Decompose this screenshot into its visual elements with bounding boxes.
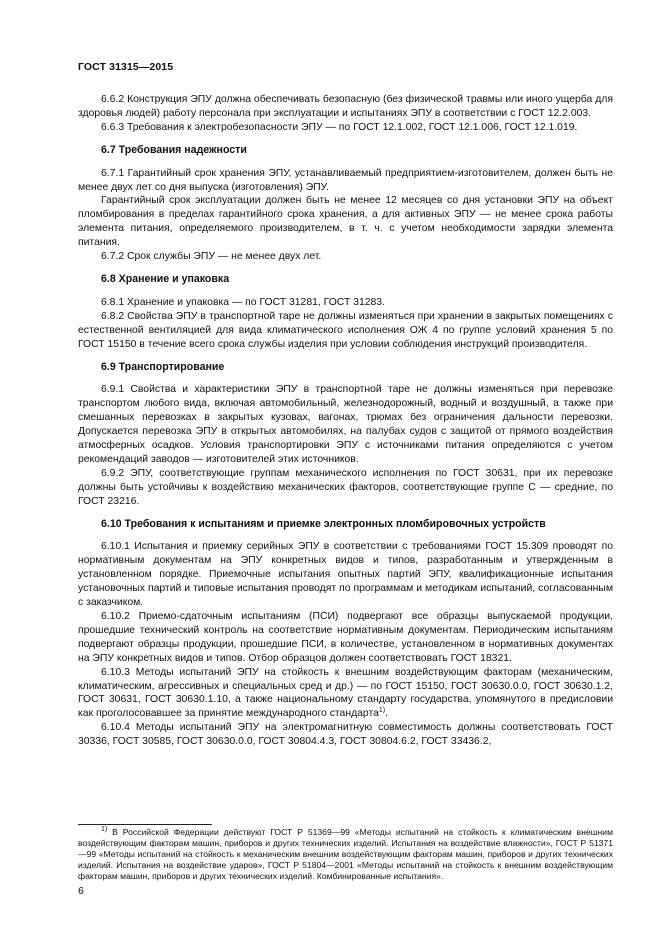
paragraph-6-8-1: 6.8.1 Хранение и упаковка — по ГОСТ 31281, ГОСТ 31283. [101,296,385,308]
footnote-reference: 1) [378,707,386,715]
paragraph-6-7-1: 6.7.1 Гарантийный срок хранения ЭПУ, устанавливаемый предприятием-изготовителем, должен быть не менее двух лет со дня выпуска (изготовления) ЭПУ. [78,167,613,193]
paragraph-6-10-1: 6.10.1 Испытания и приемку серийных ЭПУ в соответствии с требованиями ГОСТ 15.309 проводят по нормативным документам на ЭПУ конкретных видов и типов, разработанным и утвержденным в установленном порядке. Приемочные испытания опытных партий ЭПУ, квалификационные испытания установочных партий и типовые испытания проводят по программам и методикам испытаний, согласованным с заказчиком. [78,541,613,609]
paragraph-6-10-3 [78,666,613,722]
paragraph-6-6-3: 6.6.3 Требования к электробезопасности ЭПУ — по ГОСТ 12.1.002, ГОСТ 12.1.006, ГОСТ 12.1.019. [101,121,578,133]
section-heading-6-7: 6.7 Требования надежности [101,143,247,156]
document-body [78,93,613,749]
footnote-marker: 1) [101,826,108,833]
footnote-text: В Российской Федерации действуют ГОСТ Р 51369—99 «Методы испытаний на стойкость к климатическим внешним воздействующим факторам машин, приборов и других технических изделий. Испытания на воздействие влажности», ГОСТ Р 51371—99 «Методы испытаний на стойкость к механическим внешним воздействующим факторам машин, приборов и других технических изделий. Испытания на воздействие ударов», ГОСТ Р 51804—2001 «Методы испытаний на стойкость к внешним воздействующим факторам машин, приборов и других технических изделий. Комбинированные испытания». [78,827,613,882]
paragraph-6-10-3-end: . [385,708,389,720]
paragraph-6-10-3-text: 6.10.3 Методы испытаний ЭПУ на стойкость к внешним воздействующим факторам (механическим, климатическим, агрессивных и специальных сред и др.) — по ГОСТ 15150, ГОСТ 30630.0.0, ГОСТ 30630.1.2, ГОСТ 30631, ГОСТ 30630.1.10, а также национальному стандарту государства, упомянутого в предисловии как проголосовавшее за принятие международного стандарта [78,666,613,720]
paragraph-6-10-4: 6.10.4 Методы испытаний ЭПУ на электромагнитную совместимость должны соответствовать ГОСТ 30336, ГОСТ 30585, ГОСТ 30630.0.0, ГОСТ 30804.4.3, ГОСТ 30804.6.2, ГОСТ 33436.2, [78,722,613,748]
paragraph-6-9-2: 6.9.2 ЭПУ, соответствующие группам механического исполнения по ГОСТ 30631, при их перевозке должны быть устойчивы к воздействию механических факторов, соответствующие группе С — средние, по ГОСТ 23216. [78,467,613,507]
page-number: 6 [78,885,84,897]
paragraph-6-7-2: 6.7.2 Срок службы ЭПУ — не менее двух лет. [101,251,322,263]
section-heading-6-9: 6.9 Транспортирование [101,360,225,373]
footnote-divider [78,824,212,825]
paragraph-6-8-2: 6.8.2 Свойства ЭПУ в транспортной таре не должны изменяться при хранении в закрытых помещениях с естественной вентиляцией для вида климатического исполнения ОЖ 4 по группе условий хранения 5 по ГОСТ 15150 в течение всего срока службы изделия при условии соблюдения инструкций производителя. [78,310,613,350]
paragraph-6-10-2: 6.10.2 Приемо-сдаточным испытаниям (ПСИ) подвергают все образцы выпускаемой продукции, прошедшие технический контроль на соответствие нормативным документам. Периодическим испытаниям подвергают образцы продукции, прошедшие ПСИ, в количестве, установленном в нормативных документах на ЭПУ конкретных видов и типов. Отбор образцов должен соответствовать ГОСТ 18321. [78,611,613,664]
section-heading-6-10: 6.10 Требования к испытаниям и приемке электронных пломбировочных устройств [101,517,546,530]
paragraph-6-9-1: 6.9.1 Свойства и характеристики ЭПУ в транспортной таре не должны изменяться при перевозке транспортом любого вида, включая автомобильный, железнодорожный, водный и воздушный, а также при смешанных перевозках в закрытых кузовах, вагонах, трюмах без ограничения дальности перевозки. Допускается перевозка ЭПУ в открытых автомобилях, на палубах судов с защитой от прямого воздействия атмосферных осадков. Условия транспортировки ЭПУ с источниками питания определяются с учетом рекомендаций заводов — изготовителей этих источников. [78,384,613,465]
document-header: ГОСТ 31315—2015 [78,61,174,73]
paragraph-6-6-2: 6.6.2 Конструкция ЭПУ должна обеспечивать безопасную (без физической травмы или иного ущерба для здоровья людей) работу персонала при эксплуатации и испытаниях ЭПУ в соответствии с ГОСТ 12.2.003. [78,94,613,119]
section-heading-6-8: 6.8 Хранение и упаковка [101,272,230,285]
paragraph-6-7-1-warranty: Гарантийный срок эксплуатации должен быть не менее 12 месяцев со дня установки ЭПУ на объект пломбирования в пределах гарантийного срока хранения, а для активных ЭПУ — не менее срока работы элемента питания, определяемого производителем, в т. ч. с учетом необходимости зарядки элемента питания. [78,195,613,249]
footnote [78,827,613,882]
